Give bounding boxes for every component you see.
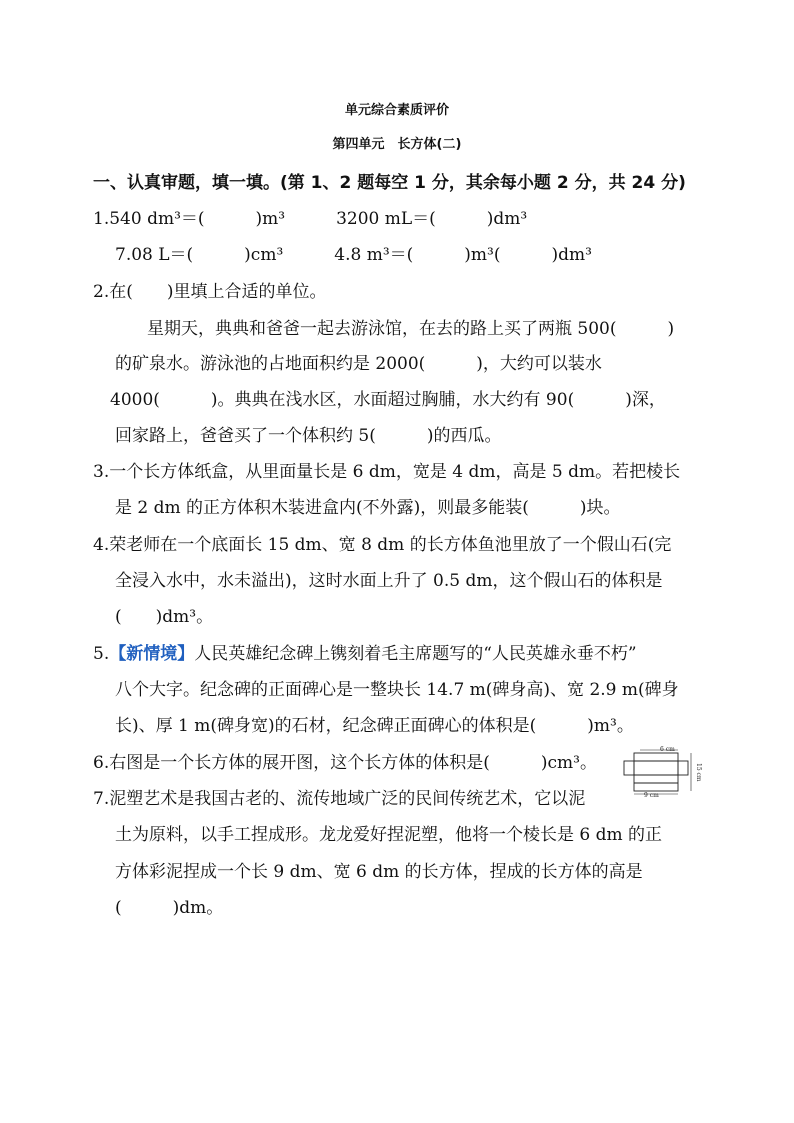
q2-passage-3: 4000( )。典典在浅水区，水面超过胸脯，水大约有 90( )深， (110, 390, 666, 410)
new-context-tag: 【新情境】 (109, 644, 195, 664)
q7-line2: 土为原料，以手工捏成形。龙龙爱好捏泥塑，他将一个棱长是 6 dm 的正 (115, 825, 663, 845)
q3-line2: 是 2 dm 的正方体积木装进盒内(不外露)，则最多能装( )块。 (115, 498, 621, 518)
q2-passage-1: 星期天，典典和爸爸一起去游泳馆，在去的路上买了两瓶 500( ) (147, 319, 675, 339)
q2-passage-2: 的矿泉水。游泳池的占地面积约是 2000( )，大约可以装水 (115, 354, 602, 374)
q4-line2: 全浸入水中，水未溢出)，这时水面上升了 0.5 dm，这个假山石的体积是 (115, 571, 663, 591)
page-title: 单元综合素质评价 (344, 103, 449, 118)
q7-line4: ( )dm。 (115, 898, 224, 918)
q5-number: 5. (93, 644, 110, 664)
figure-label-right: 15 cm (695, 763, 702, 782)
q5-line3: 长)、厚 1 m(碑身宽)的石材，纪念碑正面碑心的体积是( )m³。 (115, 716, 634, 736)
q4-line1: 4.荣老师在一个底面长 15 dm、宽 8 dm 的长方体鱼池里放了一个假山石(完 (93, 535, 672, 555)
q5-line1 (93, 643, 637, 665)
q5-text: 人民英雄纪念碑上镌刻着毛主席题写的“人民英雄永垂不朽” (194, 644, 637, 664)
q2-passage-4: 回家路上，爸爸买了一个体积约 5( )的西瓜。 (115, 426, 502, 446)
unit-subtitle: 第四单元 长方体(二) (332, 137, 462, 152)
cuboid-net-figure (620, 747, 700, 797)
q1-line1: 1.540 dm³＝( )m³ 3200 mL＝( )dm³ (93, 209, 528, 229)
q6-line1: 6.右图是一个长方体的展开图，这个长方体的体积是( )cm³。 (93, 753, 597, 773)
q7-line3: 方体彩泥捏成一个长 9 dm、宽 6 dm 的长方体，捏成的长方体的高是 (115, 862, 643, 882)
figure-label-bottom: 9 cm (644, 792, 659, 799)
q1-line2: 7.08 L＝( )cm³ 4.8 m³＝( )m³( )dm³ (115, 245, 592, 265)
section-heading: 一、认真审题，填一填。(第 1、2 题每空 1 分，其余每小题 2 分，共 24 分) (93, 173, 686, 193)
figure-label-top: 6 cm (660, 746, 675, 753)
q4-line3: ( )dm³。 (115, 607, 214, 627)
q7-line1: 7.泥塑艺术是我国古老的、流传地域广泛的民间传统艺术，它以泥 (93, 789, 586, 809)
q2-stem: 2.在( )里填上合适的单位。 (93, 282, 327, 302)
q5-line2: 八个大字。纪念碑的正面碑心是一整块长 14.7 m(碑身高)、宽 2.9 m(碑身 (115, 680, 679, 700)
q3-line1: 3.一个长方体纸盒，从里面量长是 6 dm，宽是 4 dm，高是 5 dm。若把棱长 (93, 462, 681, 482)
